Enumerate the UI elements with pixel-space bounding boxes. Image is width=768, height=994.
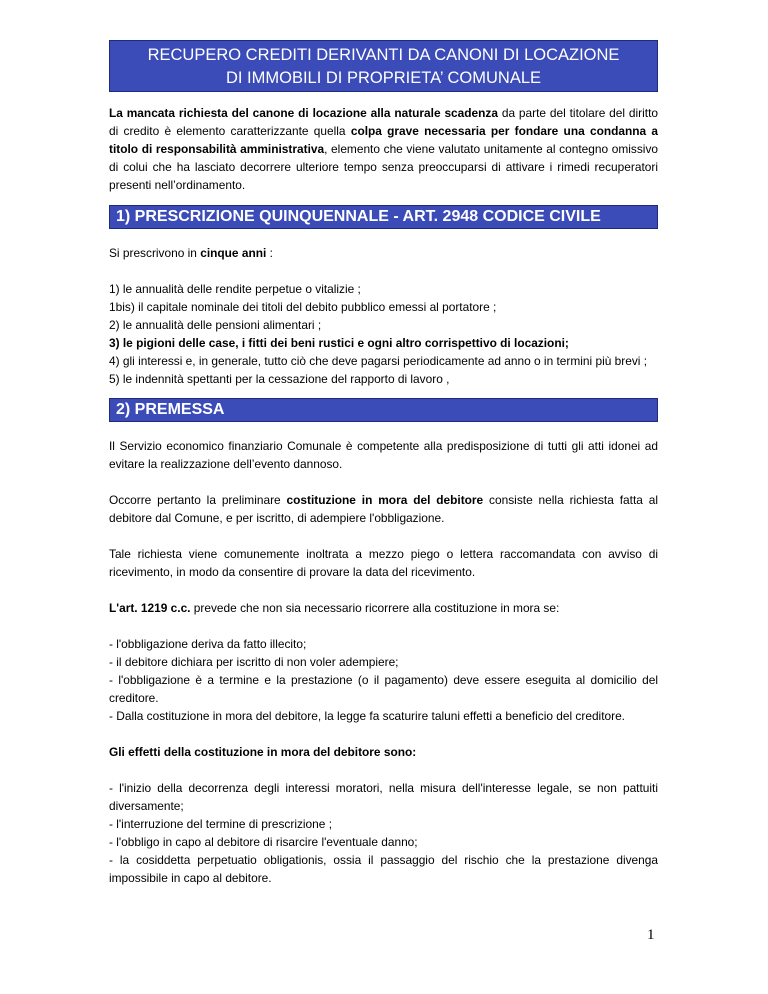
exceptions-list bbox=[109, 635, 658, 725]
list-item: 1bis) il capitale nominale dei titoli del debito pubblico emessi al portatore ; bbox=[109, 300, 497, 314]
list-item: 4) gli interessi e, in generale, tutto ciò che deve pagarsi periodicamente ad anno o in termini più brevi ; bbox=[109, 354, 648, 368]
list-item: 1) le annualità delle rendite perpetue o vitalizie ; bbox=[109, 282, 361, 296]
list-item: - la cosiddetta perpetuatio obligationis, ossia il passaggio del rischio che la prestazione divenga impossibile in capo al debitore. bbox=[109, 853, 658, 885]
list-item: - Dalla costituzione in mora del debitore, la legge fa scaturire taluni effetti a beneficio del creditore. bbox=[109, 709, 625, 723]
list-item: 2) le annualità delle pensioni alimentari ; bbox=[109, 318, 322, 332]
p2-text-2: consiste nella richiesta fatta al debitore dal Comune, e per iscritto, di adempiere l'obbligazione. bbox=[109, 493, 659, 525]
p2-bold: costituzione in mora del debitore bbox=[286, 493, 484, 507]
title-line-2: DI IMMOBILI DI PROPRIETA’ COMUNALE bbox=[225, 69, 542, 87]
intro-bold-1: La mancata richiesta del canone di locazione alla naturale scadenza bbox=[109, 106, 498, 120]
p4-text: prevede che non sia necessario ricorrere alla costituzione in mora se: bbox=[190, 601, 560, 615]
intro-paragraph bbox=[109, 104, 658, 194]
list-item: 5) le indennità spettanti per la cessazione del rapporto di lavoro , bbox=[109, 372, 450, 386]
section-2-paragraph-3: Tale richiesta viene comunemente inoltrata a mezzo piego o lettera raccomandata con avviso di ricevimento, in modo da consentire di provare la data del ricevimento. bbox=[109, 547, 658, 579]
intro-text-1: da parte del titolare del diritto di credito è elemento caratterizzante quella bbox=[109, 106, 658, 138]
intro-text-2: , elemento che viene valutato unitamente al contegno omissivo di colui che ha lasciato decorrere ulteriore tempo senza preoccuparsi di attivare i rimedi recuperatori presenti nell’ordinamento. bbox=[109, 142, 659, 192]
effects-list bbox=[109, 779, 658, 887]
lead-bold: cinque anni bbox=[200, 246, 267, 260]
section-2-paragraph-2 bbox=[109, 491, 658, 527]
lead-end: : bbox=[266, 246, 273, 260]
section-1-heading: 1) PRESCRIZIONE QUINQUENNALE - ART. 2948 CODICE CIVILE bbox=[109, 205, 658, 229]
list-item: - il debitore dichiara per iscritto di non voler adempiere; bbox=[109, 655, 399, 669]
effects-heading: Gli effetti della costituzione in mora del debitore sono: bbox=[109, 745, 417, 759]
section-2-heading: 2) PREMESSA bbox=[109, 398, 658, 422]
section-1-list bbox=[109, 280, 658, 388]
document-title bbox=[109, 40, 658, 92]
list-item: - l'obbligo in capo al debitore di risarcire l'eventuale danno; bbox=[109, 835, 418, 849]
title-line-1: RECUPERO CREDITI DERIVANTI DA CANONI DI LOCAZIONE bbox=[147, 46, 620, 64]
section-2-paragraph-1: Il Servizio economico finanziario Comunale è competente alla predisposizione di tutti gli atti idonei ad evitare la realizzazione dell’evento dannoso. bbox=[109, 439, 658, 471]
list-item: - l'obbligazione deriva da fatto illecito; bbox=[109, 637, 307, 651]
list-item: - l'interruzione del termine di prescrizione ; bbox=[109, 817, 333, 831]
list-item: - l'inizio della decorrenza degli interessi moratori, nella misura dell'interesse legale, se non pattuiti diversamente; bbox=[109, 781, 658, 813]
intro-bold-2: colpa grave necessaria per fondare una condanna a titolo di responsabilità amministrativa bbox=[109, 124, 659, 156]
p2-text-1: Occorre pertanto la preliminare bbox=[109, 493, 287, 507]
list-item: - l'obbligazione è a termine e la prestazione (o il pagamento) deve essere eseguita al domicilio del creditore. bbox=[109, 673, 658, 705]
lead-text: Si prescrivono in bbox=[109, 246, 201, 260]
page-number: 1 bbox=[647, 927, 655, 943]
section-1-lead bbox=[109, 244, 658, 262]
p4-bold: L'art. 1219 c.c. bbox=[109, 601, 191, 615]
list-item-highlighted: 3) le pigioni delle case, i fitti dei beni rustici e ogni altro corrispettivo di locazioni; bbox=[109, 336, 569, 350]
section-2-paragraph-4 bbox=[109, 599, 658, 617]
